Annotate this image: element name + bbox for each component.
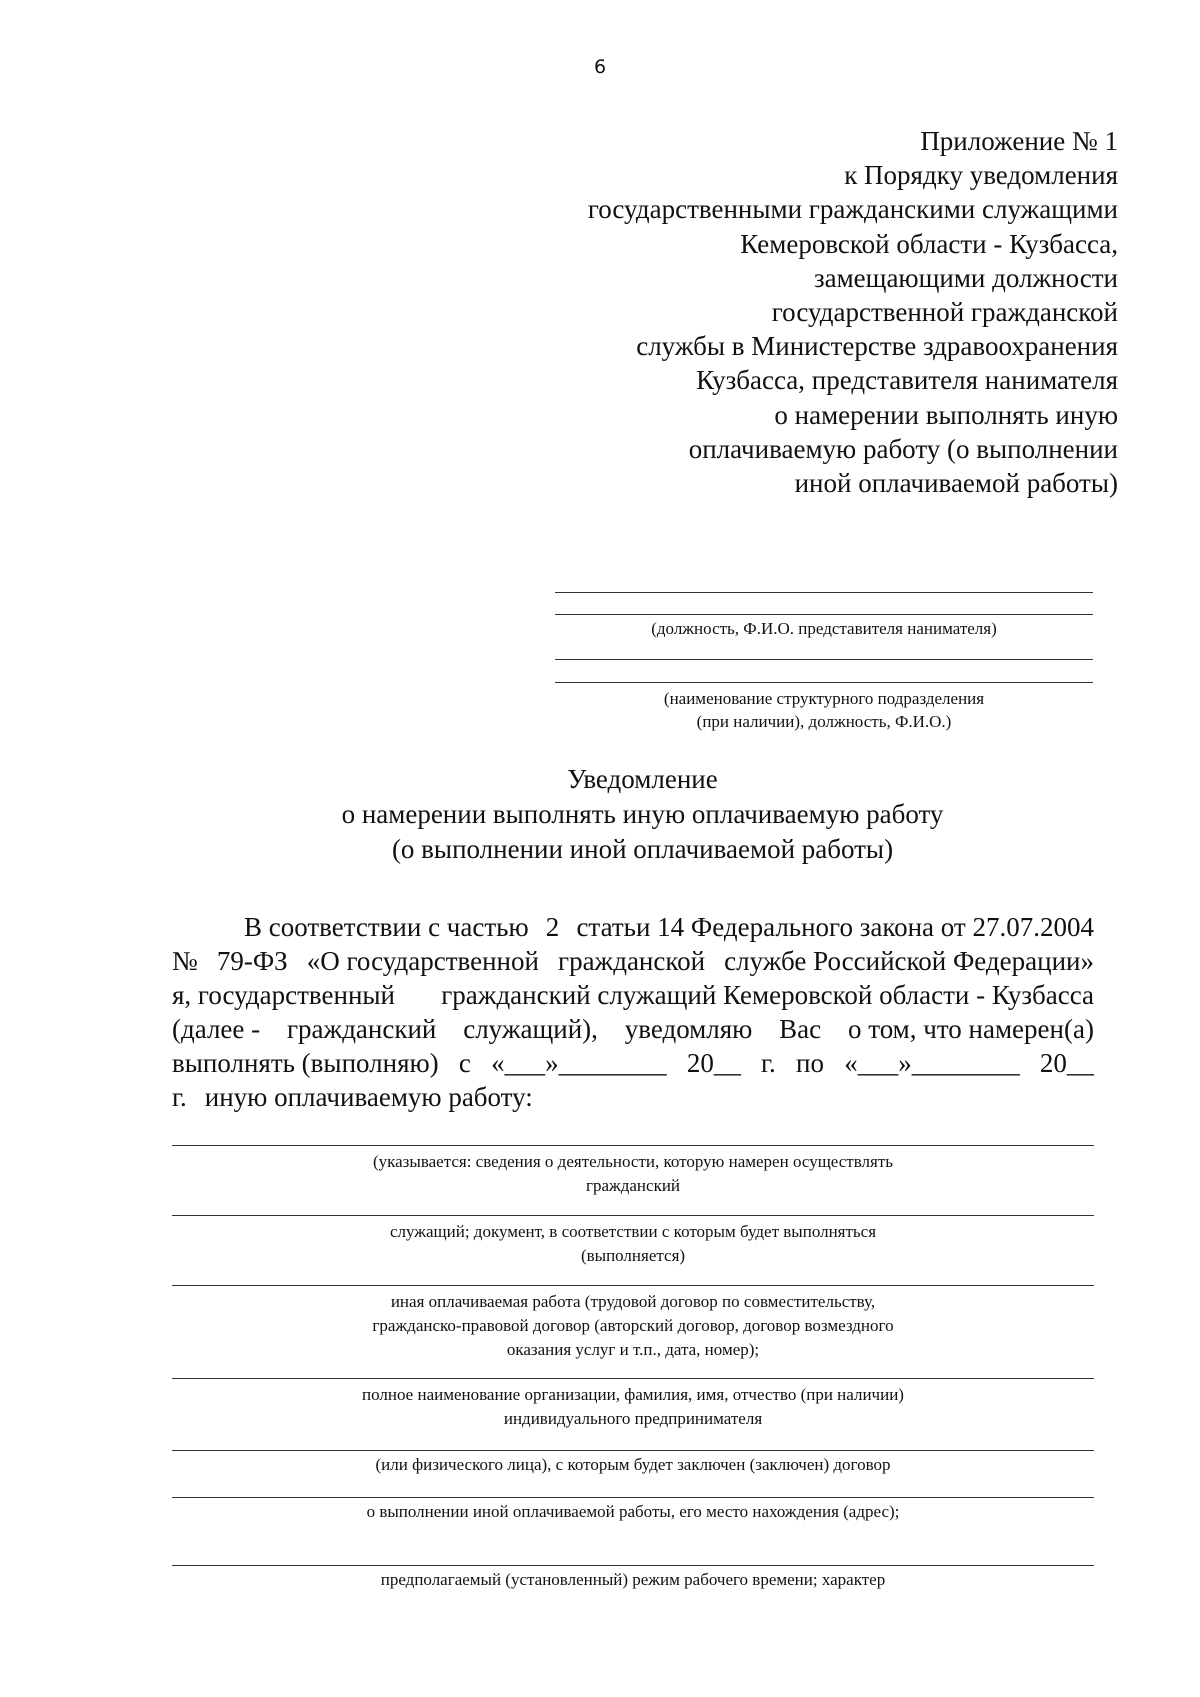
caption-line: (указывается: сведения о деятельности, которую намерен осуществлять [372, 1152, 894, 1171]
caption-line: гражданско-правовой договор (авторский договор, договор возмездного [372, 1316, 894, 1335]
body-word: г. [761, 1048, 776, 1078]
caption-line: иная оплачиваемая работа (трудовой договор по совместительству, [390, 1292, 876, 1311]
title-line: Уведомление [567, 764, 718, 794]
sender-caption: (при наличии), должность, Ф.И.О.) [696, 712, 952, 731]
caption-line: гражданский [585, 1176, 681, 1195]
body-word: 2 [545, 912, 560, 942]
appendix-line: о намерении выполнять иную [774, 399, 1118, 430]
body-word: (далее - [172, 1014, 261, 1044]
body-word: 79-ФЗ [216, 946, 288, 976]
caption-line: полное наименование организации, фамилия, имя, отчество (при наличии) [362, 1385, 904, 1404]
body-word: статьи 14 Федерального закона от 27.07.2004 [576, 912, 1094, 942]
form-fill-line[interactable] [172, 1145, 1094, 1146]
appendix-line: иной оплачиваемой работы) [794, 468, 1118, 499]
caption-line: индивидуального предпринимателя [503, 1409, 763, 1428]
form-caption [172, 1150, 1094, 1198]
year-from-field[interactable]: 20__ [686, 1048, 741, 1078]
appendix-line: службы в Министерстве здравоохранения [636, 331, 1118, 362]
date-from-field[interactable]: «___»________ [491, 1048, 667, 1078]
body-word: г. [172, 1082, 187, 1112]
form-fill-line[interactable] [172, 1215, 1094, 1216]
work-details-form [172, 0, 1094, 1697]
form-caption [172, 1500, 1094, 1524]
body-word: гражданской [558, 946, 706, 976]
body-word: иную оплачиваемую работу: [204, 1082, 533, 1112]
appendix-line: Кемеровской области - Кузбасса, [740, 228, 1118, 259]
page-number: 6 [593, 56, 607, 78]
appendix-line: Приложение № 1 [920, 126, 1118, 156]
caption-line: (выполняется) [580, 1246, 686, 1265]
body-word: № [172, 946, 198, 976]
body-word: гражданский [286, 1014, 437, 1044]
body-word: гражданский служащий Кемеровской области - Кузбасса [441, 980, 1094, 1010]
body-word: уведомляю [624, 1014, 753, 1044]
sender-caption: (наименование структурного подразделения [663, 689, 985, 708]
form-caption [172, 1290, 1094, 1362]
form-fill-line[interactable] [172, 1450, 1094, 1451]
form-caption [172, 1220, 1094, 1268]
form-fill-line[interactable] [172, 1378, 1094, 1379]
body-word: В соответствии с частью [244, 912, 529, 942]
caption-line: (или физического лица), с которым будет заключен (заключен) договор [375, 1455, 891, 1474]
body-word: о том, что намерен(а) [848, 1014, 1094, 1044]
form-caption [172, 1453, 1094, 1477]
appendix-line: государственными гражданскими служащими [587, 194, 1118, 225]
title-line: о намерении выполнять иную оплачиваемую работу [341, 799, 944, 829]
form-fill-line[interactable] [172, 1285, 1094, 1286]
body-word: службе Российской Федерации» [724, 946, 1094, 976]
date-to-field[interactable]: «___»________ [844, 1048, 1020, 1078]
appendix-line: государственной гражданской [771, 297, 1118, 328]
appendix-line: оплачиваемую работу (о выполнении [688, 433, 1118, 464]
caption-line: служащий; документ, в соответствии с которым будет выполняться [389, 1222, 877, 1241]
caption-line: оказания услуг и т.п., дата, номер); [506, 1340, 760, 1359]
body-word: Вас [779, 1014, 822, 1044]
form-caption [172, 1383, 1094, 1431]
appendix-line: Кузбасса, представителя нанимателя [696, 365, 1118, 396]
form-caption [172, 1568, 1094, 1592]
body-word: я, государственный [172, 980, 395, 1010]
addressee-caption: (должность, Ф.И.О. представителя нанимателя) [651, 619, 997, 638]
year-to-field[interactable]: 20__ [1039, 1048, 1094, 1078]
body-word: по [796, 1048, 824, 1078]
form-fill-line[interactable] [172, 1565, 1094, 1566]
caption-line: предполагаемый (установленный) режим рабочего времени; характер [380, 1570, 886, 1589]
form-fill-line[interactable] [172, 1497, 1094, 1498]
body-word: с [458, 1048, 471, 1078]
body-word: выполнять (выполняю) [172, 1048, 439, 1078]
body-word: служащий), [463, 1014, 598, 1044]
title-line: (о выполнении иной оплачиваемой работы) [391, 834, 894, 864]
caption-line: о выполнении иной оплачиваемой работы, его место нахождения (адрес); [366, 1502, 900, 1521]
appendix-line: замещающими должности [813, 262, 1118, 293]
body-word: «О государственной [306, 946, 539, 976]
appendix-line: к Порядку уведомления [844, 160, 1118, 191]
